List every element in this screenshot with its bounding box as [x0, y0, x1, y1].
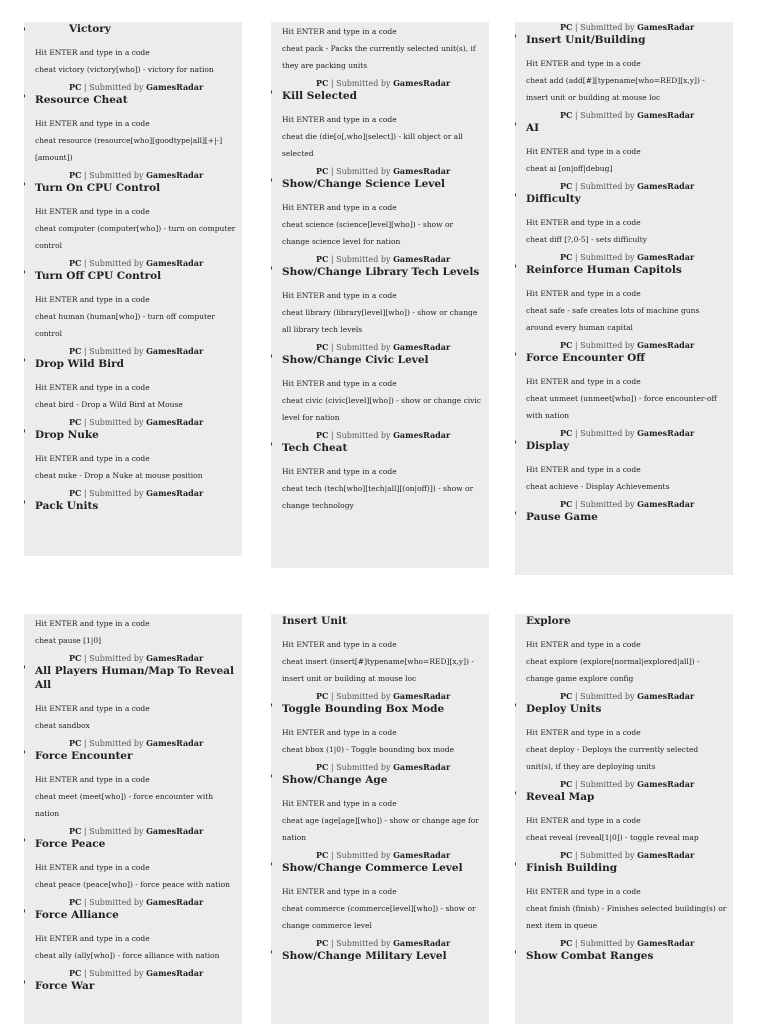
- cheat-entry: [282, 762, 483, 846]
- platform-label: PC: [316, 938, 329, 948]
- cheat-command: cheat science (science[level][who]) - show or change science level for nation: [282, 220, 454, 246]
- submitted-label: | Submitted by: [572, 182, 638, 191]
- cheat-column-5: [271, 614, 489, 1024]
- submission-meta: [526, 181, 727, 192]
- cheat-intro: Hit ENTER and type in a code: [35, 207, 150, 216]
- cheat-intro: Hit ENTER and type in a code: [35, 48, 150, 57]
- cheat-column-3: [515, 22, 733, 575]
- cheat-title: Show Combat Ranges: [526, 950, 654, 962]
- submitted-label: | Submitted by: [328, 167, 394, 176]
- author-label: GamesRadar: [393, 938, 451, 948]
- cheat-entry: [282, 691, 483, 758]
- cheat-command: cheat tech (tech[who][tech|all][(on|off)]) - show or change technology: [282, 484, 474, 510]
- cheat-intro: Hit ENTER and type in a code: [35, 775, 150, 784]
- cheat-intro: Hit ENTER and type in a code: [35, 934, 150, 943]
- submitted-label: | Submitted by: [572, 780, 638, 789]
- cheat-entry: [282, 430, 483, 514]
- cheat-column-1: [24, 22, 242, 556]
- author-label: GamesRadar: [637, 110, 695, 120]
- submitted-label: | Submitted by: [328, 343, 394, 352]
- cheat-title: Show/Change Civic Level: [282, 354, 429, 366]
- submission-meta: [282, 938, 483, 949]
- cheat-title: AI: [526, 122, 540, 134]
- cheat-command: cheat commerce (commerce[level][who]) - show or change commerce level: [282, 904, 476, 930]
- submission-meta: [35, 826, 236, 837]
- platform-label: PC: [560, 22, 573, 32]
- submission-meta: [35, 968, 236, 979]
- bullet-marker: [515, 264, 516, 268]
- bullet-marker: [24, 980, 25, 984]
- bullet-marker: [24, 27, 25, 31]
- cheat-intro: Hit ENTER and type in a code: [526, 218, 641, 227]
- author-label: GamesRadar: [637, 181, 695, 191]
- author-label: GamesRadar: [637, 340, 695, 350]
- bullet-marker: [271, 862, 272, 866]
- submitted-label: | Submitted by: [328, 431, 394, 440]
- cheat-entry: [35, 346, 236, 413]
- cheat-command: cheat bbox (1|0) - Toggle bounding box mode: [282, 745, 455, 754]
- submission-meta: [282, 430, 483, 441]
- submission-meta: [526, 691, 727, 702]
- bullet-marker: [24, 94, 25, 98]
- bullet-marker: [271, 90, 272, 94]
- cheat-command: cheat finish (finish) - Finishes selected building(s) or next item in queue: [526, 904, 727, 930]
- cheat-entry: [35, 417, 236, 484]
- cheat-command: cheat victory (victory[who]) - victory for nation: [35, 65, 214, 74]
- cheat-command: cheat pack - Packs the currently selected unit(s), if they are packing units: [282, 44, 476, 70]
- cheat-command: cheat age (age[age][who]) - show or change age for nation: [282, 816, 479, 842]
- cheat-entry: [282, 254, 483, 338]
- author-label: GamesRadar: [393, 762, 451, 772]
- cheat-title: Force War: [35, 980, 95, 992]
- cheat-entry: [526, 779, 727, 846]
- submission-meta: [35, 897, 236, 908]
- author-label: GamesRadar: [146, 170, 204, 180]
- submission-meta: [282, 166, 483, 177]
- cheat-title: Show/Change Library Tech Levels: [282, 266, 480, 278]
- cheat-command: cheat ally (ally[who]) - force alliance with nation: [35, 951, 220, 960]
- submission-meta: [282, 762, 483, 773]
- bullet-marker: [515, 193, 516, 197]
- bullet-marker: [24, 429, 25, 433]
- author-label: GamesRadar: [146, 488, 204, 498]
- cheat-command: cheat deploy - Deploys the currently selected unit(s), if they are deploying units: [526, 745, 699, 771]
- bullet-marker: [515, 862, 516, 866]
- cheat-entry: [35, 826, 236, 893]
- bullet-marker: [515, 791, 516, 795]
- submitted-label: | Submitted by: [572, 341, 638, 350]
- cheat-entry: [526, 22, 727, 106]
- submission-meta: [35, 258, 236, 269]
- cheat-intro: Hit ENTER and type in a code: [35, 295, 150, 304]
- cheat-title: Deploy Units: [526, 703, 602, 715]
- cheat-entry: [282, 78, 483, 162]
- platform-label: PC: [69, 738, 82, 748]
- author-label: GamesRadar: [393, 166, 451, 176]
- submission-meta: [526, 252, 727, 263]
- cheat-intro: Hit ENTER and type in a code: [526, 289, 641, 298]
- submitted-label: | Submitted by: [572, 851, 638, 860]
- platform-label: PC: [560, 850, 573, 860]
- platform-label: PC: [69, 968, 82, 978]
- cheat-entry: [282, 850, 483, 934]
- author-label: GamesRadar: [637, 428, 695, 438]
- cheat-entry: [526, 110, 727, 177]
- submitted-label: | Submitted by: [81, 418, 147, 427]
- submitted-label: | Submitted by: [81, 171, 147, 180]
- platform-label: PC: [316, 254, 329, 264]
- cheat-intro: Hit ENTER and type in a code: [526, 147, 641, 156]
- submitted-label: | Submitted by: [572, 939, 638, 948]
- submission-meta: [282, 78, 483, 89]
- bullet-marker: [271, 774, 272, 778]
- platform-label: PC: [560, 779, 573, 789]
- bullet-marker: [515, 352, 516, 356]
- cheat-title: All Players Human/Map To Reveal All: [35, 665, 234, 691]
- submission-meta: [282, 691, 483, 702]
- cheat-title: Insert Unit/Building: [526, 34, 646, 46]
- cheat-command: cheat nuke - Drop a Nuke at mouse position: [35, 471, 203, 480]
- cheat-intro: Hit ENTER and type in a code: [282, 203, 397, 212]
- bullet-marker: [515, 703, 516, 707]
- cheat-command: cheat explore (explore[normal|explored|all]) - change game explore config: [526, 657, 700, 683]
- cheat-command: cheat die (die[o[,who]|select]) - kill object or all selected: [282, 132, 463, 158]
- submitted-label: | Submitted by: [81, 739, 147, 748]
- author-label: GamesRadar: [146, 968, 204, 978]
- cheat-intro: Hit ENTER and type in a code: [526, 728, 641, 737]
- platform-label: PC: [560, 110, 573, 120]
- cheat-title: Force Encounter: [35, 750, 133, 762]
- platform-label: PC: [69, 653, 82, 663]
- cheat-entry: [35, 897, 236, 964]
- submitted-label: | Submitted by: [81, 347, 147, 356]
- submission-meta: [35, 488, 236, 499]
- cheat-entry: [526, 938, 727, 963]
- submission-meta: [526, 499, 727, 510]
- cheat-command: cheat computer (computer[who]) - turn on computer control: [35, 224, 236, 250]
- author-label: GamesRadar: [393, 342, 451, 352]
- cheat-intro: Hit ENTER and type in a code: [526, 377, 641, 386]
- cheat-title: Show/Change Science Level: [282, 178, 446, 190]
- submitted-label: | Submitted by: [572, 429, 638, 438]
- cheat-title: Explore: [526, 615, 571, 627]
- submitted-label: | Submitted by: [81, 969, 147, 978]
- cheat-intro: Hit ENTER and type in a code: [282, 291, 397, 300]
- platform-label: PC: [316, 166, 329, 176]
- bullet-marker: [24, 750, 25, 754]
- submitted-label: | Submitted by: [572, 111, 638, 120]
- author-label: GamesRadar: [393, 691, 451, 701]
- cheat-intro: Hit ENTER and type in a code: [35, 119, 150, 128]
- cheat-command: cheat pause [1|0]: [35, 636, 102, 645]
- submission-meta: [35, 346, 236, 357]
- cheat-intro: Hit ENTER and type in a code: [35, 454, 150, 463]
- cheat-command: cheat ai [on|off|debug]: [526, 164, 613, 173]
- cheat-command: cheat insert (insert[#]typename[who=RED][x,y]) - insert unit or building at mouse loc: [282, 657, 474, 683]
- platform-label: PC: [69, 170, 82, 180]
- cheat-entry: [35, 82, 236, 166]
- platform-label: PC: [69, 897, 82, 907]
- platform-label: PC: [69, 82, 82, 92]
- cheat-intro: Hit ENTER and type in a code: [282, 27, 397, 36]
- bullet-marker: [24, 358, 25, 362]
- author-label: GamesRadar: [637, 22, 695, 32]
- cheat-title: Pause Game: [526, 511, 598, 523]
- cheat-entry: [282, 166, 483, 250]
- author-label: GamesRadar: [393, 430, 451, 440]
- platform-label: PC: [69, 488, 82, 498]
- bullet-marker: [515, 950, 516, 954]
- submission-meta: [35, 653, 236, 664]
- author-label: GamesRadar: [146, 82, 204, 92]
- platform-label: PC: [560, 428, 573, 438]
- cheat-title: Turn Off CPU Control: [35, 270, 162, 282]
- cheat-intro: Hit ENTER and type in a code: [282, 467, 397, 476]
- author-label: GamesRadar: [146, 346, 204, 356]
- cheat-title: Insert Unit: [282, 615, 347, 627]
- cheat-command: cheat reveal (reveal[1|0]) - toggle reveal map: [526, 833, 699, 842]
- submitted-label: | Submitted by: [328, 79, 394, 88]
- submission-meta: [35, 170, 236, 181]
- author-label: GamesRadar: [637, 938, 695, 948]
- bullet-marker: [271, 950, 272, 954]
- cheat-title: Tech Cheat: [282, 442, 348, 454]
- platform-label: PC: [560, 499, 573, 509]
- author-label: GamesRadar: [146, 738, 204, 748]
- platform-label: PC: [316, 78, 329, 88]
- cheat-command: cheat sandbox: [35, 721, 90, 730]
- cheat-title: Turn On CPU Control: [35, 182, 161, 194]
- cheat-intro: Hit ENTER and type in a code: [282, 799, 397, 808]
- submission-meta: [35, 417, 236, 428]
- cheat-command: cheat civic (civic[level][who]) - show or change civic level for nation: [282, 396, 482, 422]
- submission-meta: [282, 254, 483, 265]
- bullet-marker: [24, 270, 25, 274]
- cheat-title: Show/Change Military Level: [282, 950, 447, 962]
- cheat-command: cheat bird - Drop a Wild Bird at Mouse: [35, 400, 183, 409]
- submitted-label: | Submitted by: [81, 83, 147, 92]
- author-label: GamesRadar: [637, 779, 695, 789]
- cheat-title: Show/Change Commerce Level: [282, 862, 463, 874]
- submitted-label: | Submitted by: [572, 253, 638, 262]
- cheat-entry: [282, 342, 483, 426]
- cheat-title: Force Alliance: [35, 909, 119, 921]
- author-label: GamesRadar: [146, 897, 204, 907]
- submitted-label: | Submitted by: [81, 259, 147, 268]
- cheat-title: Show/Change Age: [282, 774, 388, 786]
- cheat-title: Resource Cheat: [35, 94, 128, 106]
- cheat-entry: [526, 499, 727, 524]
- cheat-intro: Hit ENTER and type in a code: [526, 465, 641, 474]
- cheat-intro: Hit ENTER and type in a code: [526, 59, 641, 68]
- bullet-marker: [515, 511, 516, 515]
- submitted-label: | Submitted by: [572, 23, 638, 32]
- submission-meta: [526, 110, 727, 121]
- cheat-intro: Hit ENTER and type in a code: [35, 619, 150, 628]
- submission-meta: [282, 342, 483, 353]
- cheat-title: Drop Nuke: [35, 429, 99, 441]
- platform-label: PC: [69, 258, 82, 268]
- submitted-label: | Submitted by: [572, 692, 638, 701]
- author-label: GamesRadar: [393, 78, 451, 88]
- platform-label: PC: [560, 691, 573, 701]
- author-label: GamesRadar: [637, 499, 695, 509]
- cheat-intro: Hit ENTER and type in a code: [35, 863, 150, 872]
- bullet-marker: [515, 122, 516, 126]
- bullet-marker: [24, 182, 25, 186]
- cheat-entry: [526, 850, 727, 934]
- platform-label: PC: [316, 691, 329, 701]
- author-label: GamesRadar: [146, 417, 204, 427]
- bullet-marker: [24, 838, 25, 842]
- cheat-command: cheat diff [?,0-5] - sets difficulty: [526, 235, 648, 244]
- platform-label: PC: [69, 346, 82, 356]
- bullet-marker: [271, 354, 272, 358]
- cheat-command: cheat safe - safe creates lots of machine guns around every human capital: [526, 306, 700, 332]
- bullet-marker: [271, 266, 272, 270]
- platform-label: PC: [560, 252, 573, 262]
- cheat-column-6: [515, 614, 733, 1024]
- cheat-entry: [526, 340, 727, 424]
- cheat-intro: Hit ENTER and type in a code: [282, 728, 397, 737]
- cheat-title: Reinforce Human Capitols: [526, 264, 682, 276]
- platform-label: PC: [560, 938, 573, 948]
- cheat-entry: [35, 653, 236, 734]
- cheat-title: Toggle Bounding Box Mode: [282, 703, 445, 715]
- cheat-command: cheat achieve - Display Achievements: [526, 482, 670, 491]
- author-label: GamesRadar: [146, 826, 204, 836]
- cheat-entry: [526, 428, 727, 495]
- cheat-column-4: [24, 614, 242, 1024]
- bullet-marker: [515, 440, 516, 444]
- cheat-entry: [526, 691, 727, 775]
- cheat-title: Force Encounter Off: [526, 352, 645, 364]
- submission-meta: [35, 82, 236, 93]
- bullet-marker: [24, 500, 25, 504]
- submitted-label: | Submitted by: [81, 654, 147, 663]
- bullet-marker: [24, 665, 25, 669]
- cheat-command: cheat resource (resource[who][goodtype|all][+|-][amount]): [35, 136, 223, 162]
- bullet-marker: [24, 909, 25, 913]
- platform-label: PC: [316, 430, 329, 440]
- cheat-command: cheat library (library[level][who]) - show or change all library tech levels: [282, 308, 478, 334]
- cheat-title: Reveal Map: [526, 791, 595, 803]
- platform-label: PC: [316, 342, 329, 352]
- cheat-title: Difficulty: [526, 193, 581, 205]
- cheat-entry: [35, 968, 236, 993]
- platform-label: PC: [560, 340, 573, 350]
- cheat-title: Drop Wild Bird: [35, 358, 124, 370]
- cheat-entry: [35, 488, 236, 513]
- author-label: GamesRadar: [637, 691, 695, 701]
- submitted-label: | Submitted by: [328, 692, 394, 701]
- submitted-label: | Submitted by: [328, 255, 394, 264]
- cheat-title: Finish Building: [526, 862, 618, 874]
- cheat-command: cheat peace (peace[who]) - force peace with nation: [35, 880, 230, 889]
- bullet-marker: [271, 703, 272, 707]
- cheat-intro: Hit ENTER and type in a code: [35, 383, 150, 392]
- submission-meta: [526, 938, 727, 949]
- cheat-command: cheat unmeet (unmeet[who]) - force encounter-off with nation: [526, 394, 717, 420]
- author-label: GamesRadar: [637, 252, 695, 262]
- platform-label: PC: [69, 417, 82, 427]
- cheat-intro: Hit ENTER and type in a code: [526, 640, 641, 649]
- platform-label: PC: [316, 762, 329, 772]
- cheat-entry: [35, 170, 236, 254]
- platform-label: PC: [316, 850, 329, 860]
- author-label: GamesRadar: [393, 254, 451, 264]
- author-label: GamesRadar: [146, 653, 204, 663]
- submission-meta: [282, 850, 483, 861]
- bullet-marker: [271, 178, 272, 182]
- author-label: GamesRadar: [637, 850, 695, 860]
- submitted-label: | Submitted by: [328, 939, 394, 948]
- submission-meta: [526, 428, 727, 439]
- bullet-marker: [271, 442, 272, 446]
- submitted-label: | Submitted by: [81, 827, 147, 836]
- cheat-title: Kill Selected: [282, 90, 357, 102]
- bullet-marker: [515, 34, 516, 38]
- cheat-intro: Hit ENTER and type in a code: [282, 887, 397, 896]
- cheat-intro: Hit ENTER and type in a code: [526, 887, 641, 896]
- cheat-command: cheat human (human[who]) - turn off computer control: [35, 312, 216, 338]
- author-label: GamesRadar: [393, 850, 451, 860]
- submission-meta: [526, 779, 727, 790]
- cheat-command: cheat add (add[#][typename[who=RED][x,y]) - insert unit or building at mouse loc: [526, 76, 705, 102]
- submitted-label: | Submitted by: [328, 851, 394, 860]
- cheat-title: Victory: [69, 23, 111, 35]
- cheat-entry: [35, 258, 236, 342]
- cheat-entry: [35, 22, 236, 36]
- cheat-column-2: [271, 22, 489, 568]
- submitted-label: | Submitted by: [572, 500, 638, 509]
- platform-label: PC: [69, 826, 82, 836]
- cheat-intro: Hit ENTER and type in a code: [282, 115, 397, 124]
- cheat-command: cheat meet (meet[who]) - force encounter with nation: [35, 792, 214, 818]
- cheat-title: Display: [526, 440, 570, 452]
- cheat-entry: [526, 252, 727, 336]
- submitted-label: | Submitted by: [328, 763, 394, 772]
- cheat-entry: [35, 738, 236, 822]
- platform-label: PC: [560, 181, 573, 191]
- cheat-intro: Hit ENTER and type in a code: [526, 816, 641, 825]
- submitted-label: | Submitted by: [81, 898, 147, 907]
- cheat-intro: Hit ENTER and type in a code: [282, 640, 397, 649]
- cheat-entry: [526, 181, 727, 248]
- cheat-title: Pack Units: [35, 500, 99, 512]
- submission-meta: [526, 22, 727, 33]
- submission-meta: [526, 850, 727, 861]
- submission-meta: [526, 340, 727, 351]
- submitted-label: | Submitted by: [81, 489, 147, 498]
- cheat-intro: Hit ENTER and type in a code: [282, 379, 397, 388]
- cheat-entry: [282, 938, 483, 963]
- cheat-intro: Hit ENTER and type in a code: [35, 704, 150, 713]
- cheat-title: Force Peace: [35, 838, 106, 850]
- submission-meta: [35, 738, 236, 749]
- author-label: GamesRadar: [146, 258, 204, 268]
